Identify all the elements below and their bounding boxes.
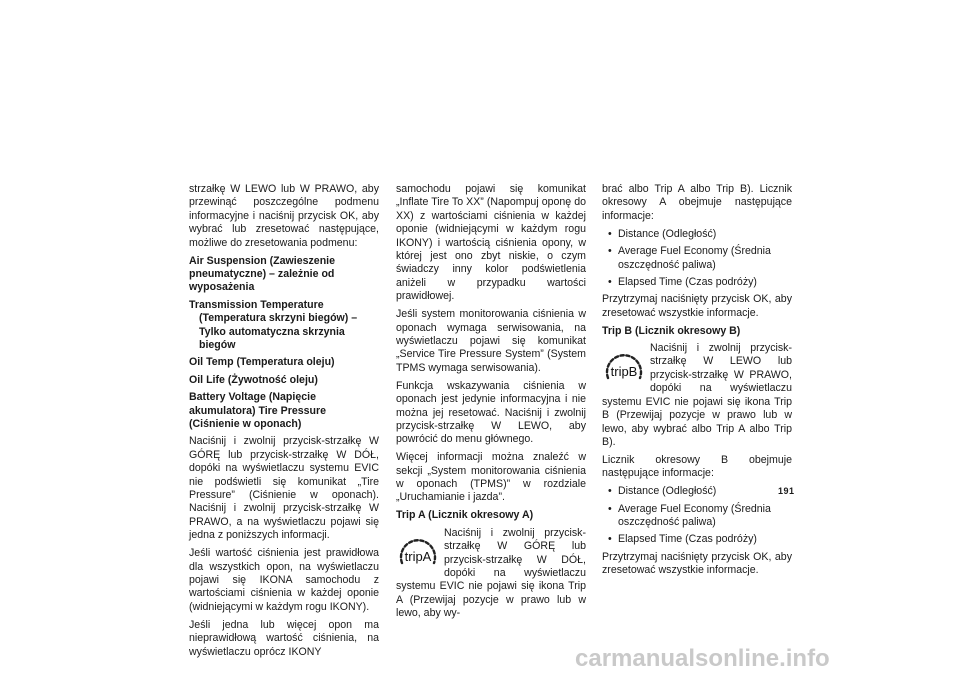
trip-a-block bbox=[396, 527, 586, 621]
bullet-item: • Distance (Odległość) bbox=[602, 228, 792, 241]
column-right bbox=[602, 183, 792, 582]
body-paragraph: brać albo Trip A albo Trip B). Licznik okresowy A obejmuje następujące informacje: bbox=[602, 183, 792, 222]
menu-item-heading: Air Suspension (Zawieszenie pneumatyczne) – zależnie od wyposażenia bbox=[189, 254, 335, 294]
page-number: 191 bbox=[778, 486, 795, 496]
body-paragraph: Jeśli wartość ciśnienia jest prawidłowa dla wszystkich opon, na wyświetlaczu pojawi się IKONA samochodu z wartościami ciśnienia w każdej oponie (widniejącymi w każdym rogu IKONY). bbox=[189, 547, 379, 613]
menu-item-heading: Oil Life (Żywotność oleju) bbox=[189, 373, 318, 386]
body-paragraph: Naciśnij i zwolnij przycisk-strzałkę W LEWO lub przycisk-strzałkę W PRAWO, dopóki na wyświetlaczu systemu EVIC nie pojawi się ikona Trip B (Przewijaj pozycje w prawo lub w lewo, aby wybrać albo Trip A albo Trip B). bbox=[602, 342, 792, 448]
section-heading-trip-a: Trip A (Licznik okresowy A) bbox=[396, 509, 534, 522]
body-paragraph: Funkcja wskazywania ciśnienia w oponach jest jedynie informacyjna i nie można jej resetować. Naciśnij i zwolnij przycisk-strzałkę W LEWO, aby powrócić do menu głównego. bbox=[396, 379, 586, 446]
bullet-item: • Average Fuel Economy (Średnia oszczędność paliwa) bbox=[602, 245, 792, 272]
body-paragraph: Licznik okresowy B obejmuje następujące informacje: bbox=[602, 453, 792, 480]
bullet-item: • Elapsed Time (Czas podróży) bbox=[602, 533, 792, 546]
menu-item-heading: Oil Temp (Temperatura oleju) bbox=[189, 356, 335, 369]
bullet-item: • Elapsed Time (Czas podróży) bbox=[602, 276, 792, 289]
trip-b-icon-label: tripB bbox=[610, 364, 638, 380]
trip-b-icon bbox=[602, 348, 646, 388]
trip-a-icon-label: tripA bbox=[404, 548, 432, 564]
body-paragraph: Przytrzymaj naciśnięty przycisk OK, aby zresetować wszystkie informacje. bbox=[602, 293, 792, 319]
trip-b-block bbox=[602, 342, 792, 449]
bullet-item: • Average Fuel Economy (Średnia oszczędność paliwa) bbox=[602, 503, 792, 530]
menu-item-heading: Transmission Temperature (Temperatura skrzyni biegów) – Tylko automatyczna skrzynia biegów bbox=[189, 298, 358, 351]
section-heading-trip-b: Trip B (Licznik okresowy B) bbox=[602, 324, 741, 337]
column-left bbox=[189, 183, 379, 663]
body-paragraph: strzałkę W LEWO lub W PRAWO, aby przewinąć poszczególne podmenu informacyjne i naciśnij przycisk OK, aby wybrać lub zresetować następujące, możliwe do zresetowania podmenu: bbox=[189, 183, 379, 249]
body-paragraph: Naciśnij i zwolnij przycisk-strzałkę W GÓRĘ lub przycisk-strzałkę W DÓŁ, dopóki na wyświetlaczu systemu EVIC nie pojawi się ikona Trip A (Przewijaj pozycje w prawo lub w lewo, aby wy- bbox=[396, 526, 586, 620]
body-paragraph: samochodu pojawi się komunikat „Inflate Tire To XX” (Napompuj oponę do XX) z wartościami ciśnienia w każdej oponie (widniejącymi w każdym rogu IKONY) i wartością ciśnienia opony, w której jest ono zbyt niskie, o czym świadczy inny kolor podświetlenia aniżeli w przypadku wartości prawidłowej. bbox=[396, 183, 586, 303]
body-paragraph: Naciśnij i zwolnij przycisk-strzałkę W GÓRĘ lub przycisk-strzałkę W DÓŁ, dopóki na wyświetlaczu systemu EVIC nie podświetli się komunikat „Tire Pressure” (Ciśnienie w oponach). Naciśnij i zwolnij przycisk-strzałkę W PRAWO, a na wyświetlaczu pojawi się jedna z poniższych informacji. bbox=[189, 435, 379, 542]
body-paragraph: Więcej informacji można znaleźć w sekcji „System monitorowania ciśnienia w oponach (TPMS)” w rozdziale „Uruchamianie i jazda”. bbox=[396, 451, 586, 504]
trip-a-icon bbox=[396, 533, 440, 573]
bullet-item: • Distance (Odległość) bbox=[602, 485, 792, 498]
column-middle bbox=[396, 183, 586, 625]
body-paragraph: Przytrzymaj naciśnięty przycisk OK, aby zresetować wszystkie informacje. bbox=[602, 550, 792, 577]
menu-item-heading: Battery Voltage (Napięcie akumulatora) Tire Pressure (Ciśnienie w oponach) bbox=[189, 391, 326, 430]
watermark-text: carmanualsonline.info bbox=[575, 645, 830, 672]
body-paragraph: Jeśli system monitorowania ciśnienia w oponach wymaga serwisowania, na wyświetlaczu pojawi się komunikat „Service Tire Pressure System” (System TPMS wymaga serwisowania). bbox=[396, 308, 586, 374]
body-paragraph: Jeśli jedna lub więcej opon ma nieprawidłową wartość ciśnienia, na wyświetlaczu oprócz IKONY bbox=[189, 618, 379, 658]
